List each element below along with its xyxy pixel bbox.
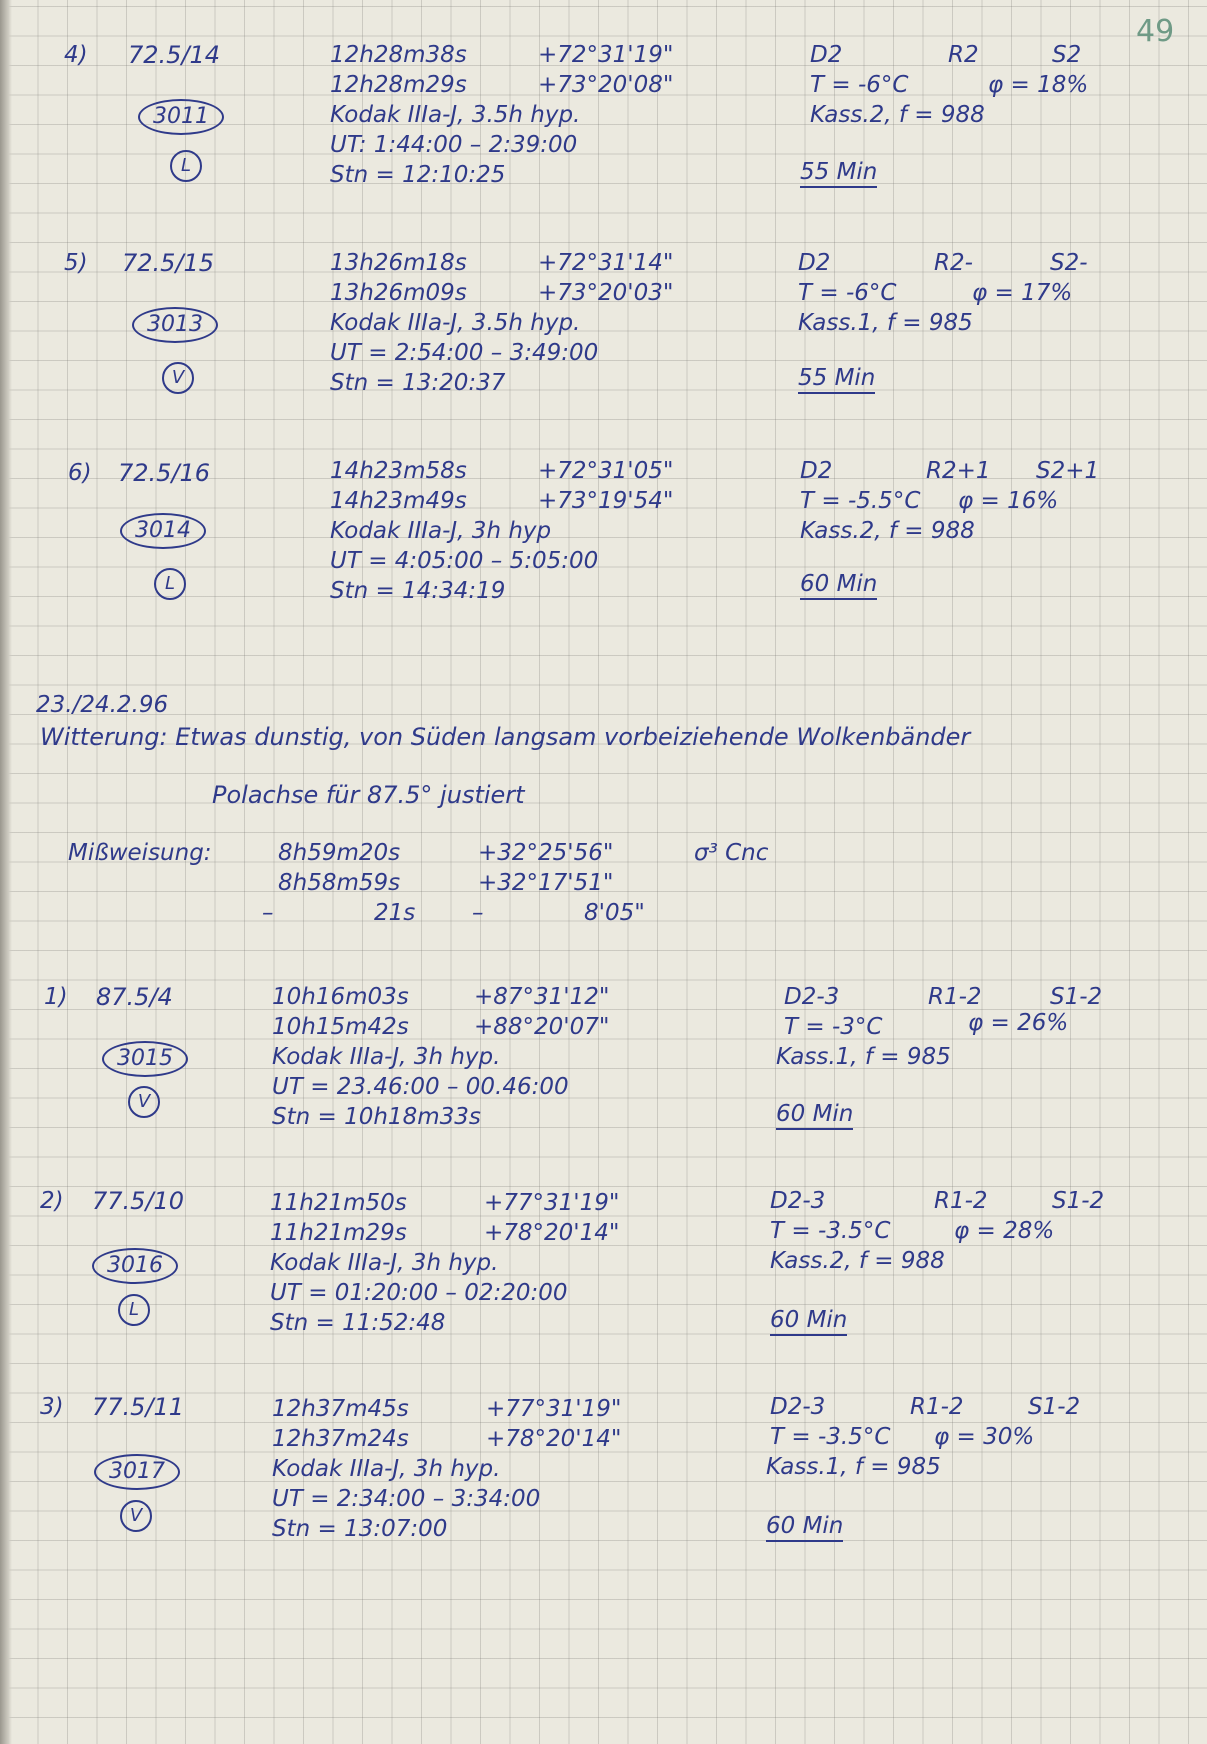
misalignment-ra-1: 8h59m20s <box>278 840 401 866</box>
ra-2: 12h28m29s <box>330 72 467 98</box>
cassette-info: Kass.2, f = 988 <box>810 102 985 128</box>
field-id: 72.5/14 <box>128 41 221 69</box>
exposure-duration: 60 Min <box>770 1306 847 1336</box>
film-info: Kodak IIIa-J, 3h hyp. <box>272 1044 501 1070</box>
field-id: 72.5/16 <box>118 459 211 487</box>
dec-1: +77°31'19" <box>486 1396 622 1422</box>
s-rating: S1-2 <box>1050 984 1103 1010</box>
ut-range: UT = 01:20:00 – 02:20:00 <box>270 1280 568 1306</box>
sidereal-time: Stn = 11:52:48 <box>270 1310 446 1336</box>
misalignment-dec-1: +32°25'56" <box>478 840 614 866</box>
dec-difference: 8'05" <box>584 900 645 926</box>
ut-range: UT = 2:34:00 – 3:34:00 <box>272 1486 541 1512</box>
check-mark: V <box>128 1086 160 1118</box>
check-mark: L <box>154 568 186 600</box>
field-id: 77.5/10 <box>92 1187 185 1215</box>
ra-1: 13h26m18s <box>330 250 467 276</box>
ra-1: 12h37m45s <box>272 1396 409 1422</box>
sidereal-time: Stn = 10h18m33s <box>272 1104 481 1130</box>
cassette-info: Kass.2, f = 988 <box>770 1248 945 1274</box>
ut-range: UT: 1:44:00 – 2:39:00 <box>330 132 578 158</box>
humidity: φ = 16% <box>958 488 1059 514</box>
humidity: φ = 17% <box>972 280 1073 306</box>
dec-difference-sign: – <box>472 900 484 926</box>
entry-number: 2) <box>40 1188 64 1214</box>
cassette-info: Kass.2, f = 988 <box>800 518 975 544</box>
temperature: T = -3°C <box>784 1014 883 1040</box>
film-info: Kodak IIIa-J, 3h hyp. <box>272 1456 501 1482</box>
misalignment-label: Mißweisung: <box>68 840 212 866</box>
d-rating: D2-3 <box>770 1188 826 1214</box>
ra-1: 12h28m38s <box>330 42 467 68</box>
weather-note: Witterung: Etwas dunstig, von Süden langsam vorbeiziehende Wolkenbänder <box>40 723 971 751</box>
dec-1: +72°31'05" <box>538 458 674 484</box>
ra-1: 11h21m50s <box>270 1190 407 1216</box>
exposure-duration: 60 Min <box>776 1100 853 1130</box>
entry-number: 4) <box>64 42 88 68</box>
dec-1: +72°31'19" <box>538 42 674 68</box>
ut-range: UT = 2:54:00 – 3:49:00 <box>330 340 599 366</box>
polar-axis-note: Polachse für 87.5° justiert <box>212 781 525 809</box>
s-rating: S2+1 <box>1036 458 1100 484</box>
ut-range: UT = 4:05:00 – 5:05:00 <box>330 548 599 574</box>
humidity: φ = 26% <box>968 1010 1069 1036</box>
s-rating: S1-2 <box>1052 1188 1105 1214</box>
dec-2: +73°19'54" <box>538 488 674 514</box>
dec-2: +78°20'14" <box>484 1220 620 1246</box>
ut-range: UT = 23.46:00 – 00.46:00 <box>272 1074 569 1100</box>
dec-1: +72°31'14" <box>538 250 674 276</box>
r-rating: R1-2 <box>910 1394 964 1420</box>
ra-2: 10h15m42s <box>272 1014 409 1040</box>
temperature: T = -6°C <box>810 72 909 98</box>
humidity: φ = 18% <box>988 72 1089 98</box>
page-binding-shadow <box>0 0 12 1744</box>
check-mark: L <box>118 1294 150 1326</box>
ra-1: 14h23m58s <box>330 458 467 484</box>
film-info: Kodak IIIa-J, 3h hyp. <box>270 1250 499 1276</box>
d-rating: D2 <box>798 250 831 276</box>
sidereal-time: Stn = 13:20:37 <box>330 370 506 396</box>
d-rating: D2 <box>800 458 833 484</box>
field-id: 87.5/4 <box>96 983 173 1011</box>
exposure-duration: 55 Min <box>800 158 877 188</box>
r-rating: R2+1 <box>926 458 991 484</box>
field-id: 72.5/15 <box>122 249 215 277</box>
ra-2: 12h37m24s <box>272 1426 409 1452</box>
dec-2: +73°20'03" <box>538 280 674 306</box>
sidereal-time: Stn = 12:10:25 <box>330 162 506 188</box>
d-rating: D2-3 <box>784 984 840 1010</box>
plate-number: 3015 <box>102 1041 188 1077</box>
plate-number: 3013 <box>132 307 218 343</box>
sidereal-time: Stn = 14:34:19 <box>330 578 506 604</box>
exposure-duration: 60 Min <box>766 1512 843 1542</box>
sidereal-time: Stn = 13:07:00 <box>272 1516 448 1542</box>
r-rating: R1-2 <box>928 984 982 1010</box>
humidity: φ = 30% <box>934 1424 1035 1450</box>
r-rating: R2 <box>948 42 979 68</box>
misalignment-ra-2: 8h58m59s <box>278 870 401 896</box>
d-rating: D2-3 <box>770 1394 826 1420</box>
temperature: T = -6°C <box>798 280 897 306</box>
d-rating: D2 <box>810 42 843 68</box>
ra-difference-sign: – <box>262 900 274 926</box>
cassette-info: Kass.1, f = 985 <box>776 1044 951 1070</box>
temperature: T = -5.5°C <box>800 488 921 514</box>
ra-difference: 21s <box>374 900 416 926</box>
ra-2: 13h26m09s <box>330 280 467 306</box>
cassette-info: Kass.1, f = 985 <box>798 310 973 336</box>
dec-2: +73°20'08" <box>538 72 674 98</box>
s-rating: S2 <box>1052 42 1082 68</box>
dec-1: +77°31'19" <box>484 1190 620 1216</box>
film-info: Kodak IIIa-J, 3.5h hyp. <box>330 102 581 128</box>
dec-2: +88°20'07" <box>474 1014 610 1040</box>
entry-number: 1) <box>44 984 68 1010</box>
film-info: Kodak IIIa-J, 3.5h hyp. <box>330 310 581 336</box>
film-info: Kodak IIIa-J, 3h hyp <box>330 518 552 544</box>
r-rating: R2- <box>934 250 973 276</box>
page-number: 49 <box>1136 14 1175 49</box>
exposure-duration: 55 Min <box>798 364 875 394</box>
dec-1: +87°31'12" <box>474 984 610 1010</box>
plate-number: 3016 <box>92 1248 178 1284</box>
s-rating: S1-2 <box>1028 1394 1081 1420</box>
plate-number: 3014 <box>120 513 206 549</box>
temperature: T = -3.5°C <box>770 1218 891 1244</box>
ra-2: 14h23m49s <box>330 488 467 514</box>
entry-number: 3) <box>40 1394 64 1420</box>
plate-number: 3011 <box>138 99 224 135</box>
humidity: φ = 28% <box>954 1218 1055 1244</box>
check-mark: V <box>120 1500 152 1532</box>
check-mark: V <box>162 362 194 394</box>
r-rating: R1-2 <box>934 1188 988 1214</box>
exposure-duration: 60 Min <box>800 570 877 600</box>
misalignment-dec-2: +32°17'51" <box>478 870 614 896</box>
check-mark: L <box>170 150 202 182</box>
ra-1: 10h16m03s <box>272 984 409 1010</box>
reference-star: σ³ Cnc <box>694 840 769 866</box>
entry-number: 5) <box>64 250 88 276</box>
plate-number: 3017 <box>94 1454 180 1490</box>
field-id: 77.5/11 <box>92 1393 185 1421</box>
observation-date: 23./24.2.96 <box>36 692 169 718</box>
entry-number: 6) <box>68 460 92 486</box>
dec-2: +78°20'14" <box>486 1426 622 1452</box>
s-rating: S2- <box>1050 250 1088 276</box>
ra-2: 11h21m29s <box>270 1220 407 1246</box>
temperature: T = -3.5°C <box>770 1424 891 1450</box>
cassette-info: Kass.1, f = 985 <box>766 1454 941 1480</box>
